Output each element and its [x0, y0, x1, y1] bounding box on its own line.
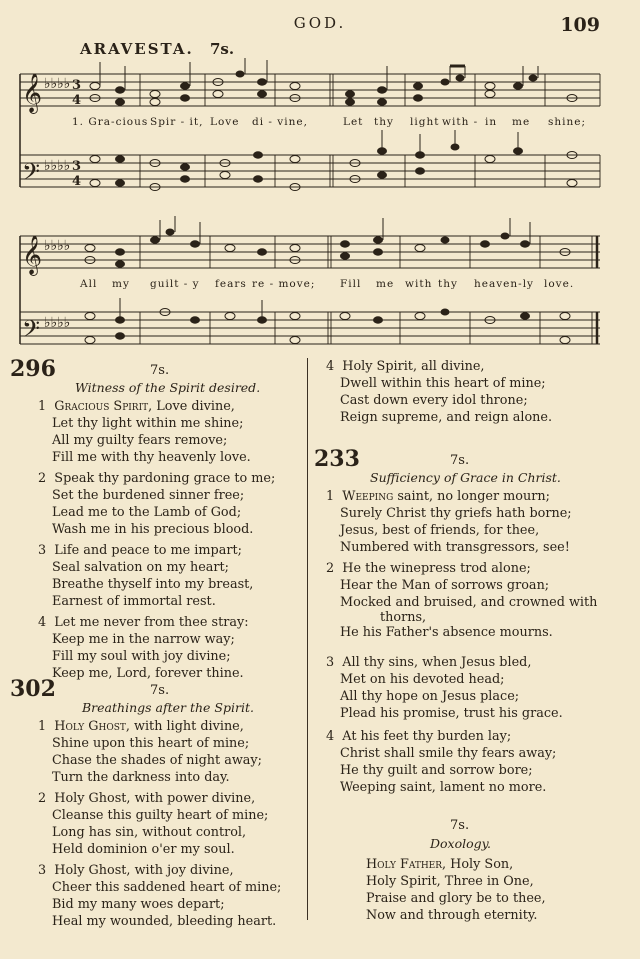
lyric-word: light: [410, 116, 440, 128]
verse-line: Breathe thyself into my breast,: [52, 577, 254, 592]
verse-line: Hear the Man of sorrows groan;: [340, 578, 550, 593]
page-number: 109: [560, 14, 600, 36]
lyric-word: love.: [544, 278, 575, 290]
verse-line: Plead his promise, trust his grace.: [340, 706, 563, 721]
verse-line: 3 Life and peace to me impart;: [38, 543, 242, 558]
lyric-word: All: [80, 278, 98, 290]
lyric-word: heaven-ly: [474, 278, 534, 290]
verse-line: Now and through eternity.: [366, 908, 538, 923]
lyric-word: with: [405, 278, 433, 290]
lyric-word: Let: [343, 116, 364, 128]
tune-meter: 7s.: [210, 40, 235, 58]
hymn-title: Breathings after the Spirit.: [82, 700, 254, 715]
hymn-meter: 7s.: [150, 683, 170, 698]
bass-clef-icon: 𝄢: [22, 158, 41, 191]
hymn-meter: 7s.: [150, 363, 170, 378]
lyric-word: Fill: [340, 278, 362, 290]
lyric-word: with -: [442, 116, 479, 128]
verse-line: Dwell within this heart of mine;: [340, 376, 546, 391]
lyric-word: shine;: [548, 116, 587, 128]
verse-line: 2 Holy Ghost, with power divine,: [38, 791, 256, 806]
lyric-word: 1. Gra-cious: [72, 116, 149, 128]
hymn-number: 233: [314, 446, 360, 472]
verse-line: Jesus, best of friends, for thee,: [340, 523, 540, 538]
lyric-word: in: [485, 116, 498, 128]
verse-line: Shine upon this heart of mine;: [52, 736, 250, 751]
svg-text:4: 4: [72, 174, 82, 189]
notes-system1-bass: [90, 144, 577, 191]
staff-system1-bass: [20, 155, 600, 187]
treble-clef-icon: 𝄞: [22, 73, 43, 113]
lyric-word: di - vine,: [252, 116, 308, 128]
verse-line: Set the burdened sinner free;: [52, 488, 245, 503]
verse-line: Praise and glory be to thee,: [366, 891, 546, 906]
notes-system2-bass: [85, 309, 570, 344]
verse-line: 4 Let me never from thee stray:: [38, 615, 249, 630]
verse-line: Fill me with thy heavenly love.: [52, 450, 251, 465]
verse-line: thorns,: [380, 610, 427, 625]
hymn-number: 296: [10, 356, 56, 382]
lyric-word: fears: [215, 278, 247, 290]
verse-line: Reign supreme, and reign alone.: [340, 410, 553, 425]
hymn-number: 302: [10, 676, 56, 702]
page-running-title: GOD.: [293, 14, 347, 32]
verse-line: Chase the shades of night away;: [52, 753, 262, 768]
verse-line: 1 Gracious Spirit, Love divine,: [38, 399, 235, 414]
lyrics-line-2: [0, 278, 640, 292]
flat-icon: ♭♭♭♭: [44, 238, 71, 254]
lyric-word: re - move;: [252, 278, 316, 290]
staff-system1-treble: [20, 74, 600, 106]
flat-icon: ♭♭♭♭: [44, 315, 71, 331]
verse-line: All my guilty fears remove;: [52, 433, 228, 448]
treble-clef-icon: 𝄞: [22, 235, 43, 275]
verse-line: Wash me in his precious blood.: [52, 522, 254, 537]
staff-system2-treble: [20, 236, 600, 268]
verse-line: He his Father's absence mourns.: [340, 625, 553, 640]
notes-system1-treble: [90, 71, 577, 106]
verse-line: Holy Spirit, Three in One,: [366, 874, 534, 889]
verse-line: Long has sin, without control,: [52, 825, 247, 840]
lyric-word: me: [376, 278, 395, 290]
staff-system2-bass: [20, 312, 600, 344]
verse-line: 3 All thy sins, when Jesus bled,: [326, 655, 532, 670]
lyric-word: Love: [210, 116, 240, 128]
lyric-word: Spir - it,: [150, 116, 204, 128]
music-score: [0, 0, 640, 360]
notes-system2-treble: [85, 229, 570, 267]
hymn-title: Sufficiency of Grace in Christ.: [370, 470, 561, 485]
verse-line: Fill my soul with joy divine;: [52, 649, 231, 664]
lyric-word: thy: [374, 116, 394, 128]
hymn-title: Witness of the Spirit desired.: [75, 380, 261, 395]
column-divider: [307, 358, 308, 920]
verse-line: 1 Holy Ghost, with light divine,: [38, 719, 244, 734]
verse-line: He thy guilt and sorrow bore;: [340, 763, 533, 778]
verse-line: 2 Speak thy pardoning grace to me;: [38, 471, 276, 486]
svg-text:3: 3: [72, 78, 82, 93]
verse-line: 2 He the winepress trod alone;: [326, 561, 531, 576]
verse-line: Holy Father, Holy Son,: [366, 857, 514, 872]
verse-line: Seal salvation on my heart;: [52, 560, 229, 575]
lyric-word: my: [112, 278, 130, 290]
verse-line: Heal my wounded, bleeding heart.: [52, 914, 277, 929]
verse-line: Numbered with transgressors, see!: [340, 540, 570, 555]
verse-line: Cleanse this guilty heart of mine;: [52, 808, 269, 823]
verse-line: Mocked and bruised, and crowned with: [340, 595, 598, 610]
verse-line: Bid my many woes depart;: [52, 897, 225, 912]
doxology-meter: 7s.: [450, 818, 470, 833]
svg-text:4: 4: [72, 93, 82, 108]
hymn-meter: 7s.: [450, 453, 470, 468]
verse-line: Cast down every idol throne;: [340, 393, 528, 408]
lyric-word: me: [512, 116, 531, 128]
verse-line: Let thy light within me shine;: [52, 416, 244, 431]
verse-line: Christ shall smile thy fears away;: [340, 746, 557, 761]
flat-icon: ♭♭♭♭: [44, 158, 71, 174]
lyrics-line-1: [0, 116, 640, 130]
verse-line: 4 Holy Spirit, all divine,: [326, 359, 485, 374]
doxology-title: Doxology.: [430, 836, 492, 851]
verse-line: Keep me in the narrow way;: [52, 632, 235, 647]
tune-name: ARAVESTA.: [80, 40, 194, 58]
verse-line: All thy hope on Jesus place;: [340, 689, 520, 704]
flat-icon: ♭♭♭♭: [44, 76, 71, 92]
lyric-word: guilt - y: [150, 278, 200, 290]
lyric-word: thy: [438, 278, 458, 290]
verse-line: Keep me, Lord, forever thine.: [52, 666, 244, 681]
verse-line: Turn the darkness into day.: [52, 770, 230, 785]
bass-clef-icon: 𝄢: [22, 315, 41, 348]
verse-line: Met on his devoted head;: [340, 672, 505, 687]
verse-line: Surely Christ thy griefs hath borne;: [340, 506, 572, 521]
verse-line: Held dominion o'er my soul.: [52, 842, 235, 857]
verse-line: Weeping saint, lament no more.: [340, 780, 547, 795]
verse-line: 4 At his feet thy burden lay;: [326, 729, 512, 744]
svg-text:3: 3: [72, 159, 82, 174]
verse-line: 1 Weeping saint, no longer mourn;: [326, 489, 550, 504]
verse-line: Lead me to the Lamb of God;: [52, 505, 242, 520]
verse-line: Cheer this saddened heart of mine;: [52, 880, 282, 895]
verse-line: Earnest of immortal rest.: [52, 594, 216, 609]
verse-line: 3 Holy Ghost, with joy divine,: [38, 863, 234, 878]
